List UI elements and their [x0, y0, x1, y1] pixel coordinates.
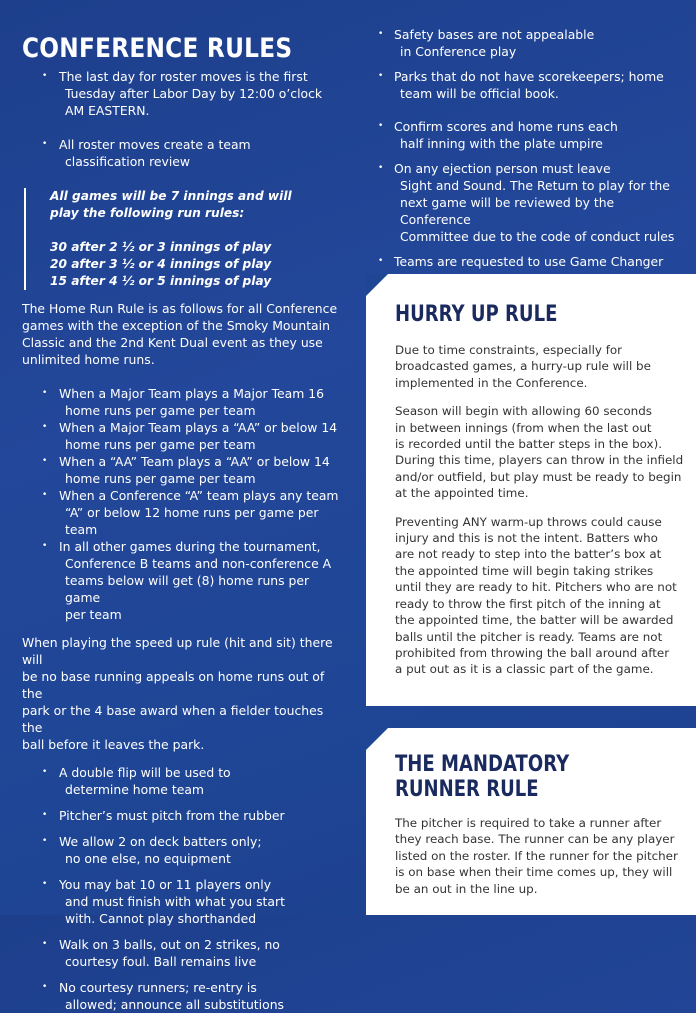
list-item: • You may bat 10 or 11 players only and must finish with what you start with. Cannot play shorthanded: [22, 876, 342, 927]
list-item: • No courtesy runners; re-entry is allowed; announce all substitutions: [22, 979, 342, 1013]
hurry-up-rule-card: [366, 274, 696, 706]
game-rules-bullets: [22, 764, 342, 1013]
list-item: • All roster moves create a team classification review: [22, 136, 342, 170]
list-item: • When a “AA” Team plays a “AA” or below 14 home runs per game per team: [22, 453, 342, 487]
list-item: • On any ejection person must leave Sight and Sound. The Return to play for the next game will be reviewed by the Conference Committee due to the code of conduct rules: [378, 160, 678, 245]
mandatory-runner-title: THE MANDATORY RUNNER RULE: [395, 752, 570, 802]
list-item: • Parks that do not have scorekeepers; home team will be official book.: [378, 68, 678, 102]
mandatory-runner-paragraph: The pitcher is required to take a runner after they reach base. The runner can be any player listed on the roster. If the runner for the pitcher is on base when their time comes up, they will be an out in the line up.: [395, 816, 678, 896]
home-run-bullets: [22, 385, 342, 623]
list-item: • In all other games during the tournament, Conference B teams and non-conference A teams below will get (8) home runs per game per team: [22, 538, 342, 623]
hurry-up-paragraph: Preventing ANY warm-up throws could cause injury and this is not the intent. Batters who are not ready to step into the batter’s box at the appointed time will begin taking strikes until they are ready to hit. Pitchers who are not ready to throw the first pitch of the inning at the appointed time, the batter will be awarded balls until the pitcher is ready. Teams are not prohibited from throwing the ball around after a put out as it is a classic part of the game.: [395, 514, 677, 677]
list-item: • When a Conference “A” team plays any team “A” or below 12 home runs per game per team: [22, 487, 342, 538]
roster-bullets: [22, 68, 342, 170]
list-item: • Safety bases are not appealable in Conference play: [378, 26, 678, 60]
home-run-rule-paragraph: The Home Run Rule is as follows for all Conference games with the exception of the Smoky Mountain Classic and the 2nd Kent Dual event as they use unlimited home runs.: [22, 301, 338, 367]
conference-rules-title: CONFERENCE RULES: [22, 33, 293, 64]
hurry-up-paragraph: Due to time constraints, especially for broadcasted games, a hurry-up rule will be implemented in the Conference.: [395, 343, 651, 390]
mandatory-runner-rule-card: [366, 728, 696, 915]
list-item: • Walk on 3 balls, out on 2 strikes, no courtesy foul. Ball remains live: [22, 936, 342, 970]
list-item: • Pitcher’s must pitch from the rubber: [22, 807, 342, 824]
hurry-up-paragraph: Season will begin with allowing 60 seconds in between innings (from when the last out is recorded until the batter steps in the box). During this time, players can throw in the infield and/or outfield, but play must be ready to begin at the appointed time.: [395, 404, 684, 501]
speed-up-rule-paragraph: When playing the speed up rule (hit and sit) there will be no base running appeals on home runs out of the park or the 4 base award when a fielder touches the ball before it leaves the park.: [22, 635, 333, 752]
list-item: • Confirm scores and home runs each half inning with the plate umpire: [378, 118, 678, 152]
list-item: • When a Major Team plays a “AA” or below 14 home runs per game per team: [22, 419, 342, 453]
list-item: • The last day for roster moves is the first Tuesday after Labor Day by 12:00 o’clock AM EASTERN.: [22, 68, 342, 119]
list-item: • We allow 2 on deck batters only; no one else, no equipment: [22, 833, 342, 867]
list-item: • Teams are requested to use Game Changer: [378, 253, 678, 270]
conference-rules-section: [22, 34, 342, 1013]
run-rules-quote: All games will be 7 innings and will play the following run rules: 30 after 2 ½ or 3 innings of play 20 after 3 ½ or 4 innings of play 15 after 4 ½ or 5 innings of play: [24, 188, 342, 290]
hurry-up-rule-title: HURRY UP RULE: [395, 302, 558, 327]
conference-rules-continued: [378, 26, 678, 270]
list-item: • A double flip will be used to determine home team: [22, 764, 342, 798]
list-item: • When a Major Team plays a Major Team 16 home runs per game per team: [22, 385, 342, 419]
